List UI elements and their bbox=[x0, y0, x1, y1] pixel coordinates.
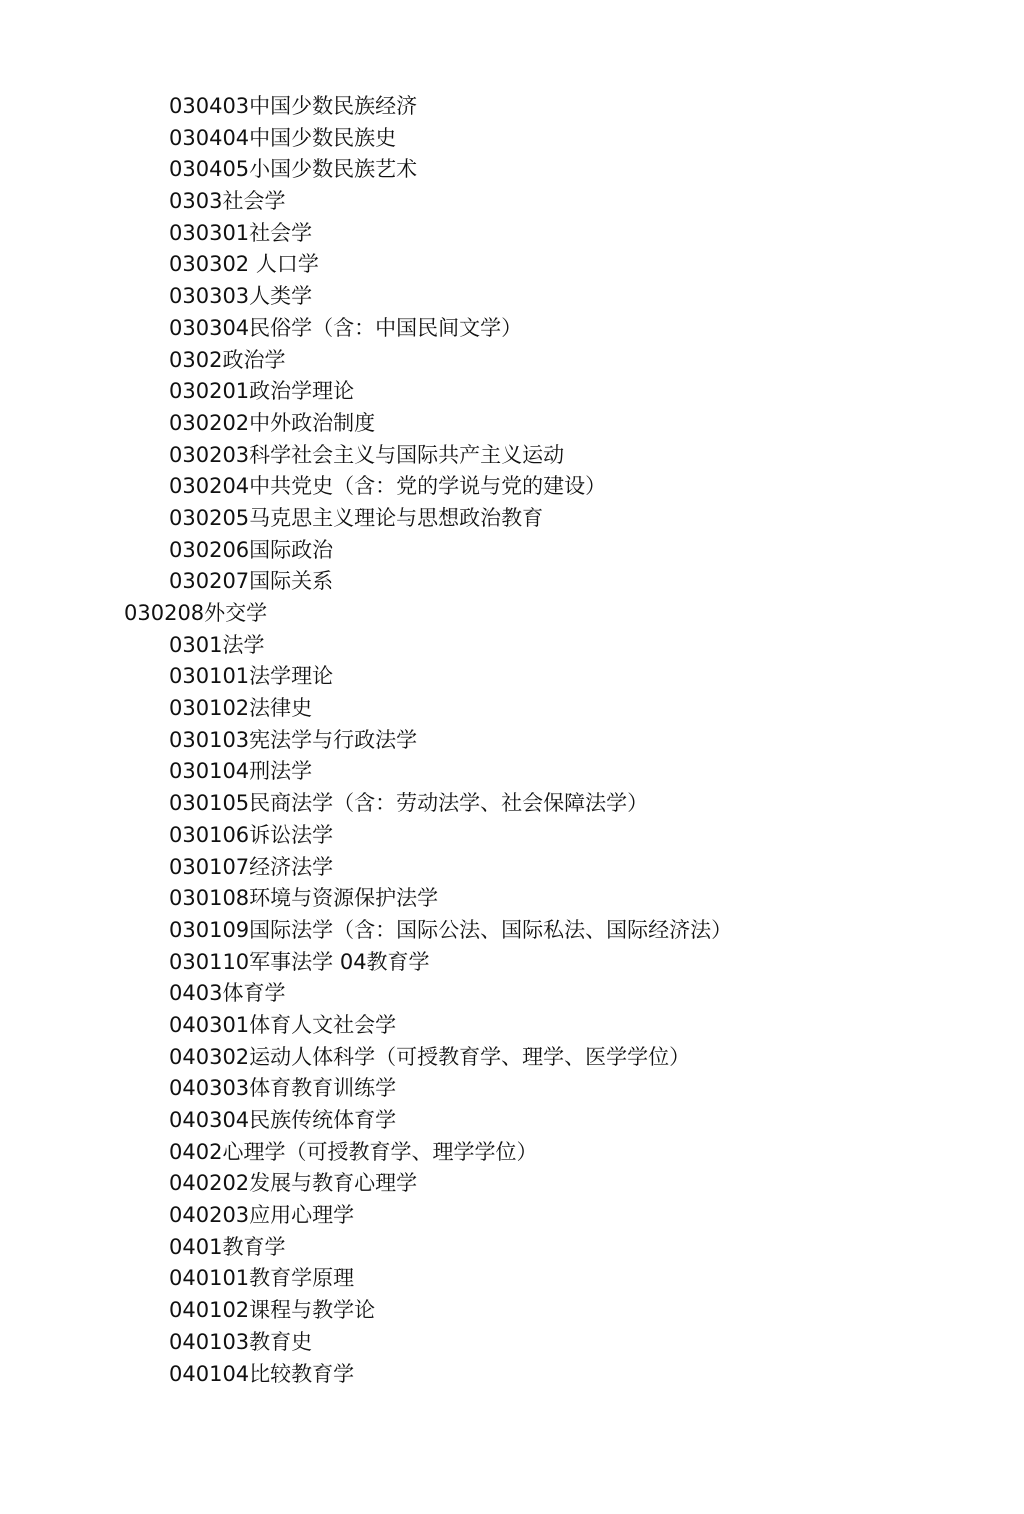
list-item: 0402心理学（可授教育学、理学学位） bbox=[169, 1139, 538, 1164]
list-item: 040303体育教育训练学 bbox=[169, 1076, 397, 1101]
list-item: 030405小国少数民族艺术 bbox=[169, 157, 418, 182]
list-item: 030103宪法学与行政法学 bbox=[169, 727, 418, 752]
list-item: 030404中国少数民族史 bbox=[169, 125, 397, 150]
list-item: 040104比较教育学 bbox=[169, 1361, 355, 1386]
list-item: 030304民俗学（含：中国民间文学） bbox=[169, 315, 523, 340]
list-item: 030203科学社会主义与国际共产主义运动 bbox=[169, 442, 565, 467]
list-item: 040202发展与教育心理学 bbox=[169, 1171, 418, 1196]
list-item: 030106诉讼法学 bbox=[169, 822, 334, 847]
list-item: 030104刑法学 bbox=[169, 759, 313, 784]
list-item: 0301法学 bbox=[169, 632, 265, 657]
list-item: 040102课程与教学论 bbox=[169, 1298, 376, 1323]
list-item: 0401教育学 bbox=[169, 1234, 286, 1259]
list-item: 040302运动人体科学（可授教育学、理学、医学学位） bbox=[169, 1044, 691, 1069]
list-item: 030108环境与资源保护法学 bbox=[169, 886, 439, 911]
list-item: 030109国际法学（含：国际公法、国际私法、国际经济法） bbox=[169, 917, 733, 942]
list-item: 030204中共党史（含：党的学说与党的建设） bbox=[169, 474, 607, 499]
list-item: 030207国际关系 bbox=[169, 569, 334, 594]
list-item: 0302政治学 bbox=[169, 347, 286, 372]
list-item: 030302 人口学 bbox=[169, 252, 319, 277]
list-item: 030107经济法学 bbox=[169, 854, 334, 879]
discipline-list bbox=[0, 91, 732, 1390]
list-item: 040203应用心理学 bbox=[169, 1203, 355, 1228]
list-item: 0403体育学 bbox=[169, 981, 286, 1006]
list-item: 030202中外政治制度 bbox=[169, 410, 376, 435]
list-item: 030303人类学 bbox=[169, 284, 313, 309]
list-item: 030403中国少数民族经济 bbox=[169, 94, 418, 118]
list-item: 030301社会学 bbox=[169, 220, 313, 245]
list-item: 030201政治学理论 bbox=[169, 379, 355, 404]
list-item: 0303社会学 bbox=[169, 189, 286, 214]
list-item: 030110军事法学 04教育学 bbox=[169, 949, 430, 974]
list-item: 030105民商法学（含：劳动法学、社会保障法学） bbox=[169, 791, 649, 816]
list-item: 040101教育学原理 bbox=[169, 1266, 355, 1291]
list-item: 030208外交学 bbox=[124, 601, 268, 625]
list-item: 030205马克思主义理论与思想政治教育 bbox=[169, 505, 544, 530]
list-item: 040103教育史 bbox=[169, 1329, 313, 1354]
list-item: 030102法律史 bbox=[169, 696, 313, 721]
list-item: 030206国际政治 bbox=[169, 537, 334, 562]
list-item: 040304民族传统体育学 bbox=[169, 1108, 397, 1132]
list-item: 040301体育人文社会学 bbox=[169, 1012, 397, 1037]
list-item: 030101法学理论 bbox=[169, 664, 334, 689]
